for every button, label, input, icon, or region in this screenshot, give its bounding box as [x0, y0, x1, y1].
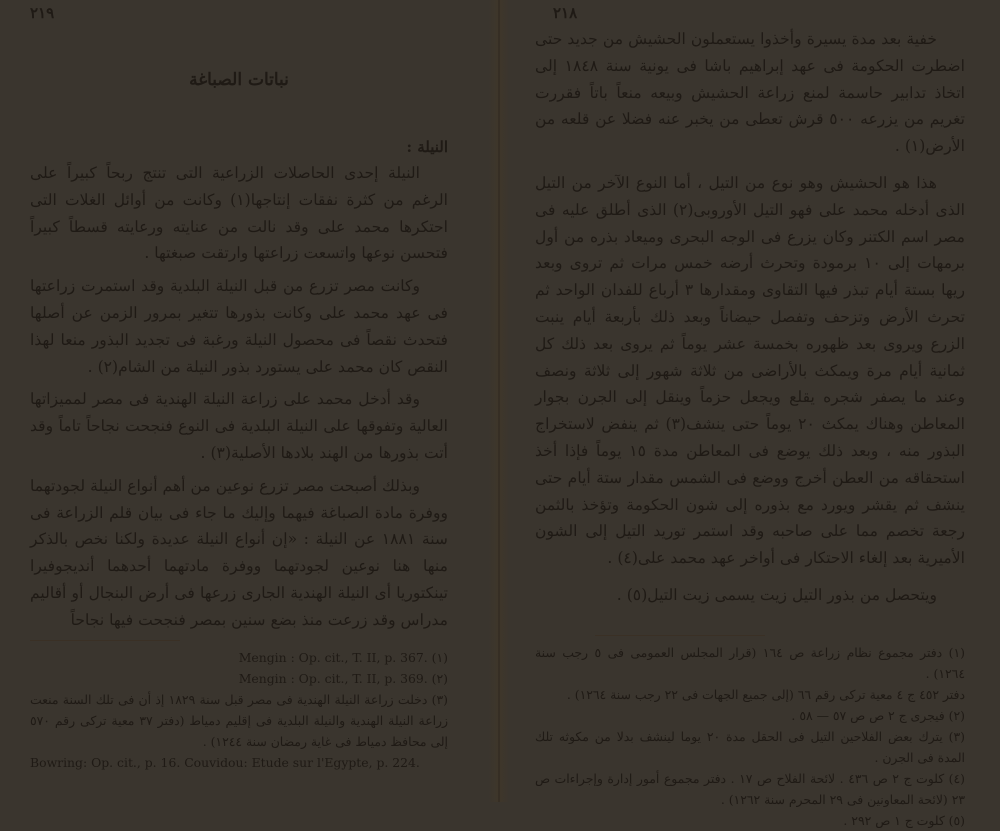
footnote: (٣) يترك بعض الفلاحين التيل فى الحقل مدة ٢٠ يوما لينشف بدلا من مكوثه تلك المدة فى الجرن .: [535, 728, 965, 765]
footnote: (٢) فيجرى ج ٢ ص ص ٥٧ — ٥٨ .: [791, 707, 965, 723]
footnote: (٣) دخلت زراعة النيلة الهندية فى مصر قبل سنة ١٨٢٩ إذ أن فى تلك السنة منعت زراعة النيلة الهندية والنيلة البلدية فى إقليم دمياط (دفتر ٣٧ معية تركى رقم ٥٧٠ إلى محافظ دمياط فى غاية رمضان سنة ١٢٤٤) .: [30, 691, 449, 749]
paragraph: وبذلك أصبحت مصر تزرع نوعين من أهم أنواع النيلة لجودتهما ووفرة مادة الصباغة فيهما وإليك ما جاء فى بيان قلم الزراعة فى سنة ١٨٨١ عن النيلة : «إن أنواع النيلة عديدة ولكنا نخص بالذكر منها هنا نوعين لجودتهما ووفرة مادتهما أحدهما أنديجوفيرا تينكتوريا أى النيلة الهندية الجارى زرعها فى أرض البنجال أو أقاليم مدراس وقد زرعت منذ بضع سنين بمصر فنجحت فيها نجاحاً: [30, 476, 448, 629]
footnote: (٤) كلوت ج ٢ ص ٤٣٦ . لائحة الفلاح ص ١٧ . دفتر مجموع أمور إدارة وإجراءات ص ٢٣ (لائحة المعاونين فى ٢٩ المحرم سنة ١٢٦٢) .: [535, 770, 966, 807]
paragraph: ويتحصل من بذور التيل زيت يسمى زيت التيل(٥) .: [616, 585, 937, 604]
page-number: ٢١٩: [30, 4, 55, 22]
left-page: [0, 0, 490, 802]
footnote-divider: [30, 640, 180, 641]
footnote: (٥) كلوت ج ١ ص ٢٩٢ .: [843, 812, 965, 828]
footnote: (١) دفتر مجموع نظام زراعة ص ١٦٤ (قرار المجلس العمومى فى ٥ رجب سنة ١٢٦٤) .: [535, 644, 966, 681]
page-number: ٢١٨: [553, 4, 578, 22]
chapter-title: نباتات الصباغة: [189, 70, 289, 90]
section-heading: النيلة :: [406, 138, 448, 156]
paragraph: النيلة إحدى الحاصلات الزراعية التى تنتج ربحاً كبيراً على الرغم من كثرة نفقات إنتاجها(١) وكانت من أوائل الغلات التى احتكرها محمد على وقد نالت من عنايته ورعايته قسطاً كبيراً فتحسن نوعها واتسعت زراعتها وارتقت صبغتها .: [30, 164, 449, 263]
footnote-divider: [595, 635, 765, 636]
footnote: Mengin : Op. cit., T. II, p. 369. (٢): [238, 670, 448, 686]
paragraph: هذا هو الحشيش وهو نوع من التيل ، أما النوع الآخر من التيل الذى أدخله محمد على فهو التيل الأوروبى(٢) الذى أطلق عليه فى مصر اسم الكتنر وكان يزرع فى الوجه البحرى وميعاد بذره من أول برمهات إلى ١٠ برمودة وتحرث أرضه خمس مرات ثم تروى وبعد ريها بستة أيام تبذر فيها التقاوى ومقدارها ٣ أرباع للفدان الواحد ثم تحرث الأرض وتزحف وتفصل حيضاناً وبعد ذلك بأربعة أيام ينبت الزرع ويروى بعد ظهوره بخمسة عشر يوماً ثم يروى بعد ذلك كل ثمانية أيام مرة ويمكث بالأراضى من ثلاثة شهور إلى ثلاثة ونصف وعند ما يصفر شجره يقلع ويجعل حزماً وينقل إلى الجرن بجوار المعاطن وهناك يمكث ٢٠ يوماً حتى ينشف(٣) ثم ينفض لاستخراج البذور منه ، وبعد ذلك يوضع فى المعاطن مدة ١٥ يوماً فإذا أخذ استحقاقه من العطن أخرج ووضع فى الشمس مقدار ستة أيام حتى ينشف ثم يقشر ويورد مع بذوره إلى شون الحكومة وتؤخذ بالثمن رجعة تخصم مما على صاحبه وقد استمر توريد التيل إلى الشون الأميرية بعد إلغاء الاحتكار فى أواخر عهد محمد على(٤) .: [535, 173, 966, 568]
paragraph: وقد أدخل محمد على زراعة النيلة الهندية فى مصر لمميزاتها العالية وتفوقها على النيلة البلدية فى النوع فنجحت نجاحاً تاماً وقد أتت بذورها من الهند بلادها الأصلية(٣) .: [30, 390, 448, 462]
book-gutter: [488, 0, 510, 802]
footnotes: [535, 635, 965, 831]
paragraph: خفية بعد مدة يسيرة وأخذوا يستعملون الحشيش من جديد حتى اضطرت الحكومة فى عهد إبراهيم باشا فى يونية سنة ١٨٤٨ إلى اتخاذ تدابير حاسمة لمنع زراعة الحشيش وبيعه منعاً باتاً فقررت تغريم من يزرعه ٥٠٠ قرش تعطى من يخبر عنه فضلا عن قلعه من الأرض(١) .: [535, 30, 965, 156]
paragraph: وكانت مصر تزرع من قبل النيلة البلدية وقد استمرت زراعتها فى عهد محمد على وكانت بذورها تتغير بمرور الزمن عن أصلها فتحدث نقصاً فى محصول النيلة ورغبة فى تجديد البذور منعا لهذا النقص كان محمد على يستورد بذور النيلة من الشام(٢) .: [30, 277, 448, 376]
right-page: [510, 0, 1000, 828]
footnote: Bowring: Op. cit., p. 16. Couvidou: Etude sur l'Egypte, p. 224.: [30, 754, 420, 770]
footnote: Mengin : Op. cit., T. II, p. 367. (١): [238, 649, 448, 665]
footnote: دفتر ٤٥٢ ج ٤ معية تركى رقم ٦٦ (إلى جميع الجهات فى ٢٢ رجب سنة ١٢٦٤) .: [566, 686, 965, 702]
